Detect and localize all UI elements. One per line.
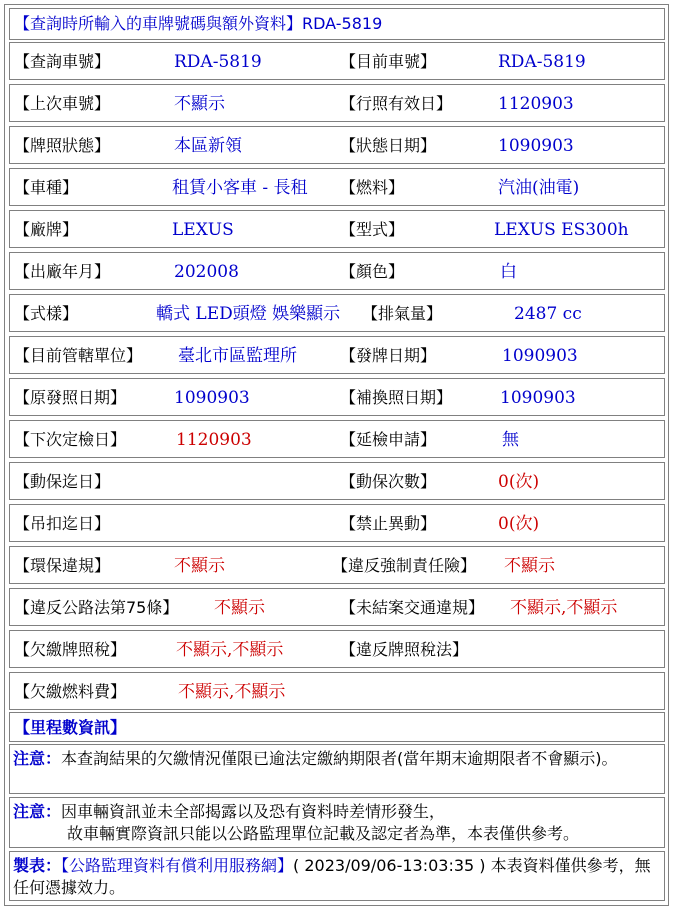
- info-row: [9, 420, 665, 458]
- field-label: 【狀態日期】: [340, 136, 437, 155]
- field-label: 【型式】: [340, 220, 405, 239]
- mileage-header: 【里程數資訊】: [14, 718, 127, 737]
- field-label: 【出廠年月】: [14, 262, 111, 281]
- field-value: 1120903: [176, 430, 252, 450]
- note1-body: 本查詢結果的欠繳情況僅限已逾法定繳納期限者(當年期末逾期限者不會顯示)。: [61, 749, 618, 768]
- field-label: 【吊扣迄日】: [14, 514, 111, 533]
- info-row: [9, 672, 665, 710]
- field-value: 1120903: [498, 94, 574, 114]
- field-label: 【違反強制責任險】: [332, 556, 477, 575]
- field-value: 不顯示: [214, 598, 265, 618]
- info-row: [9, 546, 665, 584]
- title-row: [9, 8, 665, 40]
- info-row: [9, 168, 665, 206]
- field-value: 0(次): [498, 472, 540, 492]
- field-label: 【發牌日期】: [340, 346, 437, 365]
- note3-row: [9, 851, 665, 901]
- note2-line2: 故車輛實際資訊只能以公路監理單位記載及認定者為準，本表僅供參考。: [67, 824, 580, 843]
- field-label: 【牌照狀態】: [14, 136, 111, 155]
- field-value: 不顯示: [504, 556, 555, 576]
- field-value: 臺北市區監理所: [178, 346, 297, 366]
- note1-row: [9, 744, 665, 794]
- field-label: 【違反牌照稅法】: [340, 640, 469, 659]
- field-label: 【下次定檢日】: [14, 430, 127, 449]
- field-value: LEXUS: [172, 220, 234, 240]
- field-label: 【顏色】: [340, 262, 405, 281]
- field-value: RDA-5819: [174, 52, 262, 72]
- field-label: 【車種】: [14, 178, 79, 197]
- field-label: 【延檢申請】: [340, 430, 437, 449]
- note3-body: ( 2023/09/06-13:03:35 ) 本表資料僅供參考，無任何憑據效力。: [13, 856, 651, 897]
- field-value: 不顯示,不顯示: [176, 640, 284, 660]
- source-link[interactable]: 【公路監理資料有償利用服務網】: [61, 856, 294, 875]
- info-row: [9, 126, 665, 164]
- page-title: 【查詢時所輸入的車牌號碼與額外資料】RDA-5819: [14, 14, 383, 33]
- info-row: [9, 588, 665, 626]
- info-row: [9, 294, 665, 332]
- field-value: 1090903: [174, 388, 250, 408]
- note1-text: [13, 748, 661, 770]
- info-row: [9, 630, 665, 668]
- field-label: 【違反公路法第75條】: [14, 598, 179, 617]
- field-label: 【行照有效日】: [340, 94, 453, 113]
- field-label: 【環保違規】: [14, 556, 111, 575]
- info-row: [9, 210, 665, 248]
- field-label: 【欠繳燃料費】: [14, 682, 127, 701]
- field-label: 【未結案交通違規】: [340, 598, 485, 617]
- field-label: 【禁止異動】: [340, 514, 437, 533]
- field-label: 【上次車號】: [14, 94, 111, 113]
- field-value: 轎式 LED頭燈 娛樂顯示: [156, 304, 341, 324]
- field-value: 租賃小客車 - 長租: [172, 178, 308, 198]
- field-label: 【燃料】: [340, 178, 405, 197]
- note2-key: 注意：: [13, 802, 62, 821]
- field-label: 【式樣】: [14, 304, 79, 323]
- field-value: 不顯示,不顯示: [178, 682, 286, 702]
- field-value: 白: [500, 262, 517, 282]
- field-label: 【目前管轄單位】: [14, 346, 143, 365]
- field-value: 不顯示: [174, 94, 225, 114]
- field-value: LEXUS ES300h: [494, 220, 629, 240]
- field-value: 1090903: [498, 136, 574, 156]
- field-label: 【補換照日期】: [340, 388, 453, 407]
- note1-key: 注意：: [13, 749, 62, 768]
- field-value: 不顯示: [174, 556, 225, 576]
- info-row: [9, 42, 665, 80]
- field-value: 1090903: [502, 346, 578, 366]
- info-row: [9, 336, 665, 374]
- report-frame: [4, 4, 669, 906]
- field-label: 【排氣量】: [362, 304, 443, 323]
- field-value: 無: [502, 430, 519, 450]
- field-value: RDA-5819: [498, 52, 586, 72]
- info-row: [9, 462, 665, 500]
- note2-row: [9, 797, 665, 848]
- note2-line1: 因車輛資訊並未全部揭露以及恐有資料時差情形發生，: [61, 802, 446, 821]
- field-value: 1090903: [500, 388, 576, 408]
- info-row: [9, 504, 665, 542]
- field-label: 【動保次數】: [340, 472, 437, 491]
- field-value: 202008: [174, 262, 239, 282]
- field-label: 【動保迄日】: [14, 472, 111, 491]
- field-value: 2487 cc: [514, 304, 582, 324]
- field-value: 0(次): [498, 514, 540, 534]
- info-row: [9, 378, 665, 416]
- field-label: 【目前車號】: [340, 52, 437, 71]
- info-row: [9, 252, 665, 290]
- field-label: 【查詢車號】: [14, 52, 111, 71]
- note3-key: 製表：: [13, 856, 62, 875]
- field-value: 本區新領: [174, 136, 242, 156]
- mileage-row: [9, 712, 665, 742]
- note3-text: [13, 855, 661, 899]
- note2-text: [13, 801, 661, 845]
- field-label: 【廠牌】: [14, 220, 79, 239]
- field-label: 【原發照日期】: [14, 388, 127, 407]
- field-value: 不顯示,不顯示: [510, 598, 618, 618]
- field-label: 【欠繳牌照稅】: [14, 640, 127, 659]
- field-value: 汽油(油電): [498, 178, 580, 198]
- info-row: [9, 84, 665, 122]
